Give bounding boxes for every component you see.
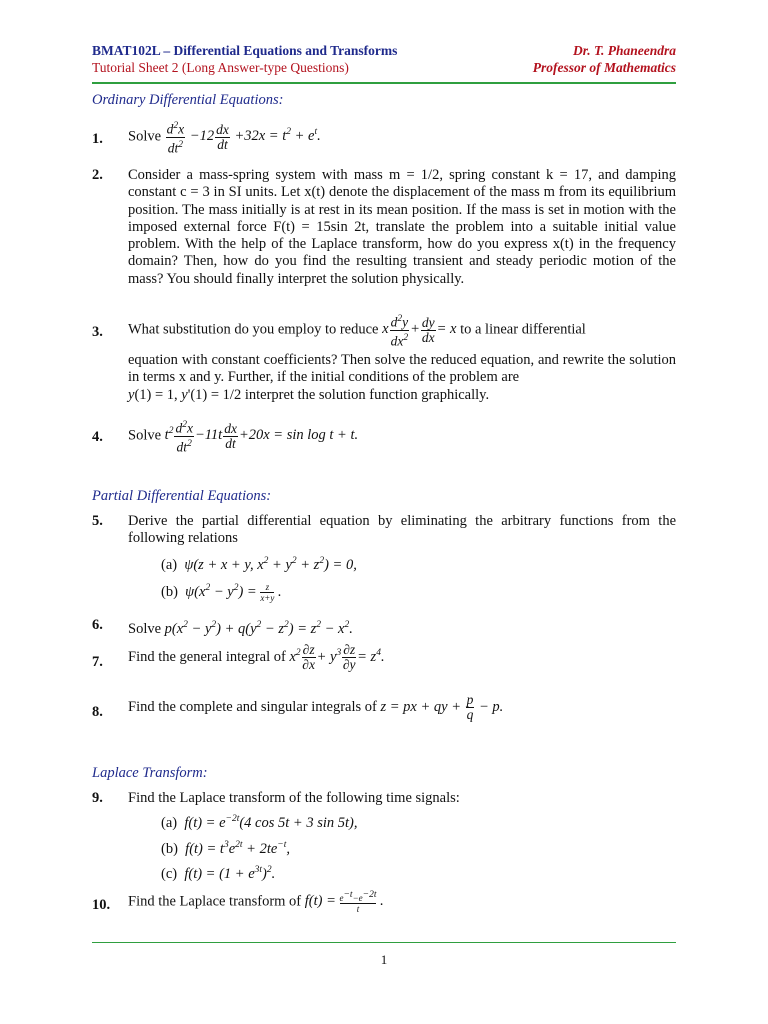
q5-a-label: (a): [161, 556, 178, 573]
q9-body: Find the Laplace transform of the following time signals:: [128, 790, 460, 806]
q8-prefix: Find the complete and singular integrals of: [128, 698, 377, 715]
q9-part-b: [161, 840, 290, 858]
q10-number: 10.: [92, 897, 111, 913]
author-name: Dr. T. Phaneendra: [572, 43, 676, 58]
header-rule: [92, 82, 676, 84]
q1-prefix: Solve: [128, 128, 162, 145]
q1-equation: $\frac{d^2x}{dt^2}$ −12 $\frac{dx}{dt}$ $+32x = t^2 + e^t$.: [166, 121, 321, 155]
q3-equation: x $\frac{d^2y}{dx^2}$ + $\frac{dy}{dx}$ = x: [382, 314, 457, 348]
q9-b-equation: $f(t) = t^3e^{2t} + 2te^{-t}$,: [185, 840, 290, 857]
q5-a-equation: ψ(z + x + y, $x^2 + y^2 + z^2) = 0$,: [184, 556, 357, 573]
q7-equation: $x^2$ $\frac{\partial z}{\partial x}$ + $y^3$ $\frac{\partial z}{\partial y}$ = $z^4$.: [289, 642, 385, 672]
q3-ic-tail: interpret the solution function graphically.: [244, 387, 490, 403]
sheet-title: Tutorial Sheet 2 (Long Answer-type Questions): [92, 60, 349, 75]
q6-equation: $p(x^2 - y^2) + q(y^2 - z^2) = z^2 - x^2$.: [164, 620, 353, 637]
q7-prefix: Find the general integral of: [128, 648, 286, 665]
q9-part-c: [161, 865, 275, 883]
q9-c-equation: $f(t) = (1 + e^{3t})^2$.: [184, 865, 276, 882]
q4-prefix: Solve: [128, 427, 162, 444]
q6-body: [128, 617, 676, 638]
section-laplace: Laplace Transform:: [92, 765, 208, 781]
q3-initial-conditions: y(1) = 1, y'(1) = 1/2 interpret the solution function graphically.: [128, 387, 490, 403]
q3-body: equation with constant coefficients? Then solve the reduced equation, and rewrite the solution in terms x and y. Further, if the initial conditions of the problem are: [128, 352, 676, 386]
q7-body: [128, 643, 676, 672]
q1-number: 1.: [92, 131, 103, 147]
page-number: 1: [380, 952, 388, 967]
q6-prefix: Solve: [128, 620, 162, 637]
q3-prefix: What substitution do you employ to reduce: [128, 321, 379, 338]
q9-a-equation: $f(t) = e^{-2t}(4$ cos 5t + 3 sin 5t),: [184, 814, 358, 831]
course-title: BMAT102L – Differential Equations and Transforms: [92, 43, 398, 58]
q3-suffix: to a linear differential: [460, 321, 586, 338]
q2-number: 2.: [92, 167, 103, 183]
q5-part-a: [161, 556, 357, 574]
q10-body: [128, 890, 676, 914]
q9-b-label: (b): [161, 840, 178, 857]
q5-b-equation: $\psi(x^2 - y^2)$ = $\frac{z}{x+y}$ .: [185, 582, 282, 603]
q10-prefix: Find the Laplace transform of: [128, 893, 302, 910]
footer-rule: [92, 942, 676, 943]
q3-number: 3.: [92, 324, 103, 340]
q6-number: 6.: [92, 617, 103, 633]
q1-body: [128, 119, 676, 155]
q8-equation: z = px + qy + $\frac{p}{q}$ − p.: [380, 692, 504, 722]
q2-body: Consider a mass-spring system with mass m = 1/2, spring constant k = 17, and damping constant c = 3 in SI units. Let x(t) denote the displacement of the mass m from its equilibrium position. The mass initially is at rest in its mean position. If the mass is set in motion with the imposed external force F(t) = 15sin 2t, translate the problem into a suitable initial value problem. With the help of the Laplace transform, how do you express x(t) in the frequency domain? Then, how do you find the resulting transient and steady periodic motion of the mass? You should finally interpret the solution physically.: [128, 167, 676, 287]
q3-ic-math: y: [128, 387, 135, 403]
q5-body: Derive the partial differential equation by eliminating the arbitrary functions from the following relations: [128, 513, 676, 547]
q8-body: [128, 693, 676, 722]
q4-number: 4.: [92, 429, 103, 445]
section-ode: Ordinary Differential Equations:: [92, 92, 284, 108]
q5-number: 5.: [92, 513, 103, 529]
q9-part-a: [161, 814, 357, 832]
q9-a-label: (a): [161, 814, 178, 831]
section-pde: Partial Differential Equations:: [92, 488, 272, 504]
q8-number: 8.: [92, 704, 103, 720]
q4-equation: $t^2$ $\frac{d^2x}{dt^2}$ −11t $\frac{dx}{dt}$ +20x = sin log t + t.: [164, 420, 359, 454]
q5-part-b: [161, 582, 282, 603]
q9-c-label: (c): [161, 865, 178, 882]
q9-number: 9.: [92, 790, 103, 806]
author-role: Professor of Mathematics: [532, 60, 676, 75]
q3-line1: [128, 312, 676, 348]
q10-equation: f(t) = $\frac{e^{-t}-e^{-2t}}{t}$ .: [304, 890, 384, 914]
q7-number: 7.: [92, 654, 103, 670]
q5-b-label: (b): [161, 583, 178, 600]
q4-body: [128, 418, 676, 454]
